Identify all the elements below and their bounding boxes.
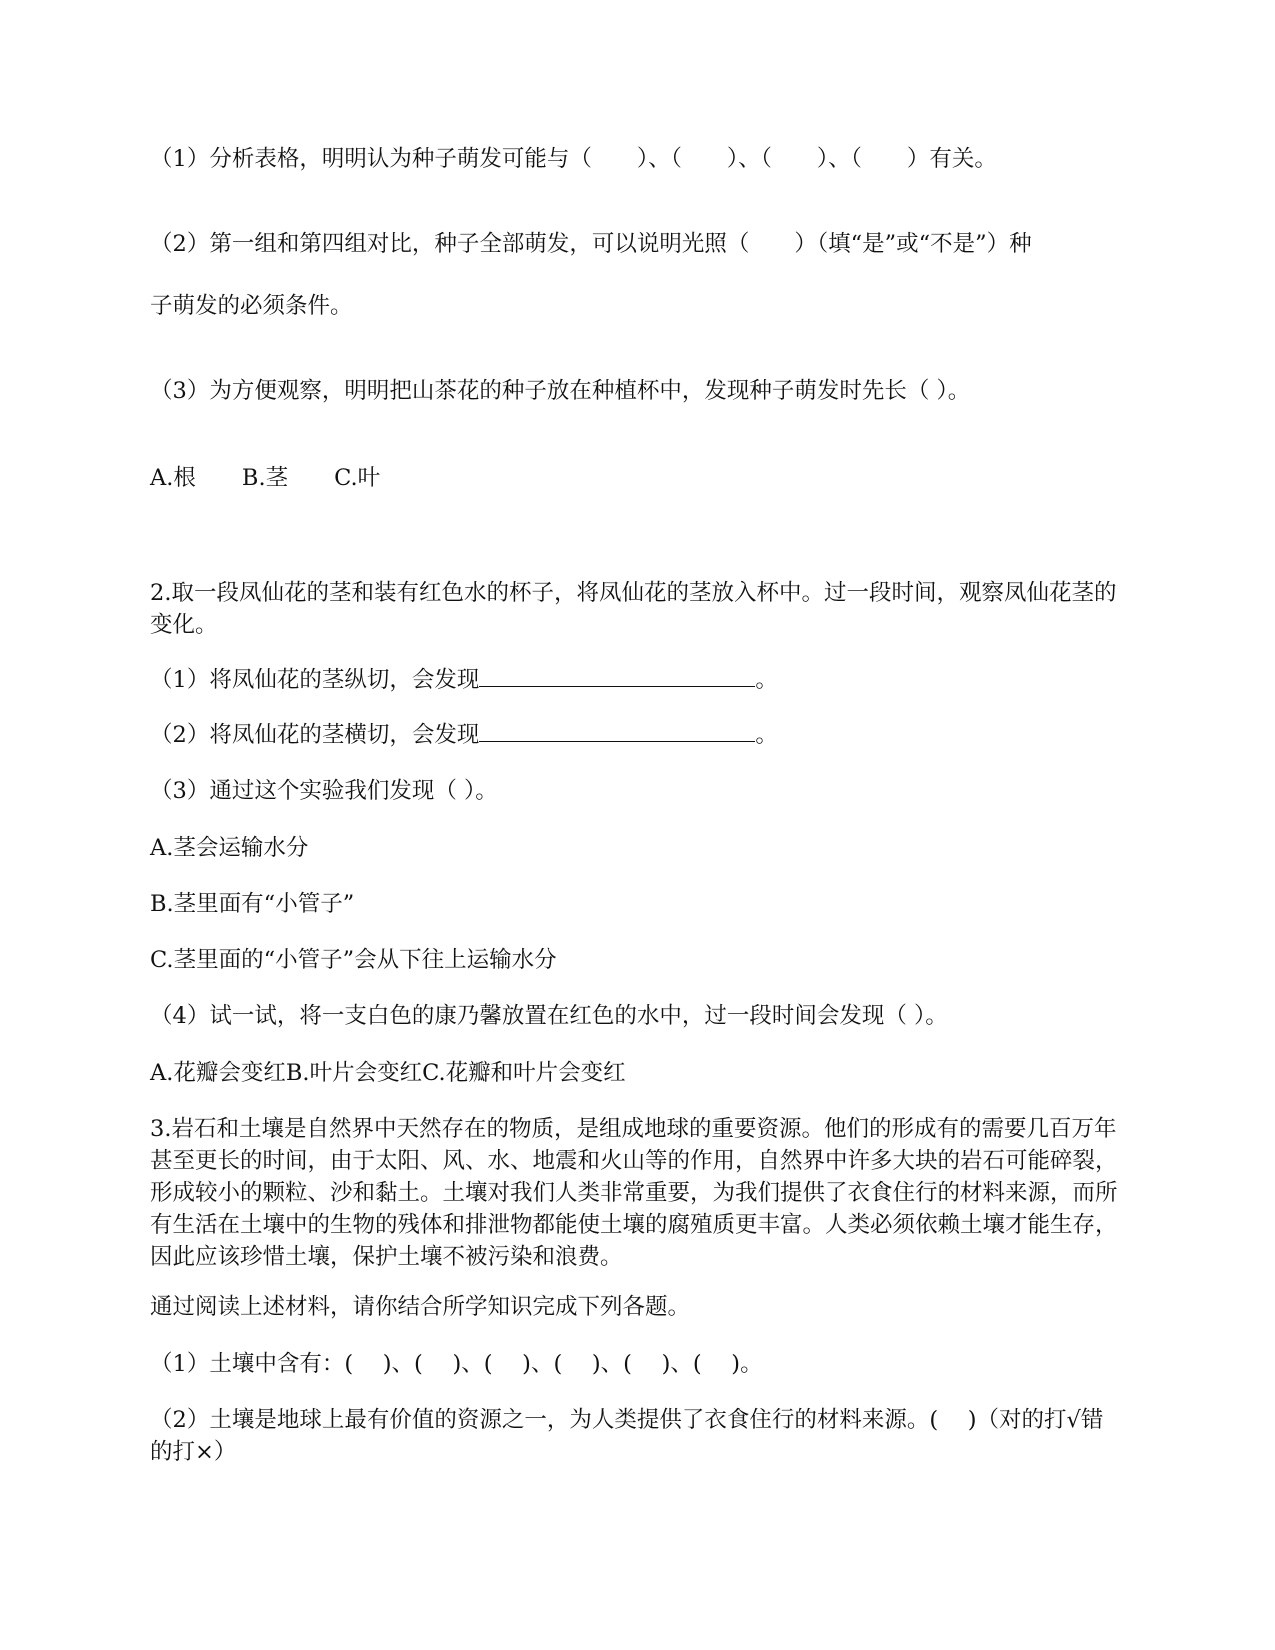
- s1-question-2-line-2: 子萌发的必须条件。: [150, 293, 353, 319]
- s2-question-2: [150, 719, 1130, 751]
- answer-blank-2[interactable]: [479, 719, 755, 742]
- s3-question-1: （1）土壤中含有：( )、( )、( )、( )、( )、( )。: [150, 1351, 763, 1377]
- option-a: A.根: [150, 465, 196, 491]
- s2-intro: 2.取一段凤仙花的茎和装有红色水的杯子，将凤仙花的茎放入杯中。过一段时间，观察凤仙花茎的变化。: [150, 580, 1117, 638]
- s1-question-2-line-1: （2）第一组和第四组对比，种子全部萌发，可以说明光照（ ）（填“是”或“不是”）种: [150, 231, 1032, 257]
- s3-instruction: 通过阅读上述材料，请你结合所学知识完成下列各题。: [150, 1294, 691, 1320]
- s2-question-3-option-c: C.茎里面的“小管子”会从下往上运输水分: [150, 947, 557, 973]
- option-b: B.茎: [241, 465, 289, 491]
- s2-q2-end: 。: [755, 722, 778, 748]
- s2-question-4-options: A.花瓣会变红B.叶片会变红C.花瓣和叶片会变红: [150, 1060, 626, 1086]
- s1-question-3: （3）为方便观察，明明把山茶花的种子放在种植杯中，发现种子萌发时先长（ ）。: [150, 378, 971, 404]
- s2-question-3: （3）通过这个实验我们发现（ ）。: [150, 778, 498, 804]
- option-c: C.叶: [334, 465, 381, 491]
- s1-question-1: （1）分析表格，明明认为种子萌发可能与（ ）、（ ）、（ ）、（ ）有关。: [150, 146, 997, 172]
- s1-question-3-options: [150, 462, 1130, 494]
- s2-question-4: （4）试一试，将一支白色的康乃馨放置在红色的水中，过一段时间会发现（ ）。: [150, 1003, 948, 1029]
- s2-question-3-option-a: A.茎会运输水分: [150, 835, 309, 861]
- s2-question-1: [150, 664, 1130, 696]
- s2-q1-end: 。: [755, 667, 778, 693]
- s3-passage: 3.岩石和土壤是自然界中天然存在的物质，是组成地球的重要资源。他们的形成有的需要几百万年甚至更长的时间，由于太阳、风、水、地震和火山等的作用，自然界中许多大块的岩石可能碎裂，形成较小的颗粒、沙和黏土。土壤对我们人类非常重要，为我们提供了衣食住行的材料来源，而所有生活在土壤中的生物的残体和排泄物都能使土壤的腐殖质更丰富。人类必须依赖土壤才能生存，因此应该珍惜土壤，保护土壤不被污染和浪费。: [150, 1116, 1118, 1270]
- s2-q2-text: （2）将凤仙花的茎横切，会发现: [150, 722, 480, 748]
- s2-q1-text: （1）将凤仙花的茎纵切，会发现: [150, 667, 480, 693]
- answer-blank-1[interactable]: [479, 664, 755, 687]
- s3-question-2: （2）土壤是地球上最有价值的资源之一，为人类提供了衣食住行的材料来源。( )（对的打√错的打×）: [150, 1407, 1104, 1465]
- s2-question-3-option-b: B.茎里面有“小管子”: [150, 891, 355, 917]
